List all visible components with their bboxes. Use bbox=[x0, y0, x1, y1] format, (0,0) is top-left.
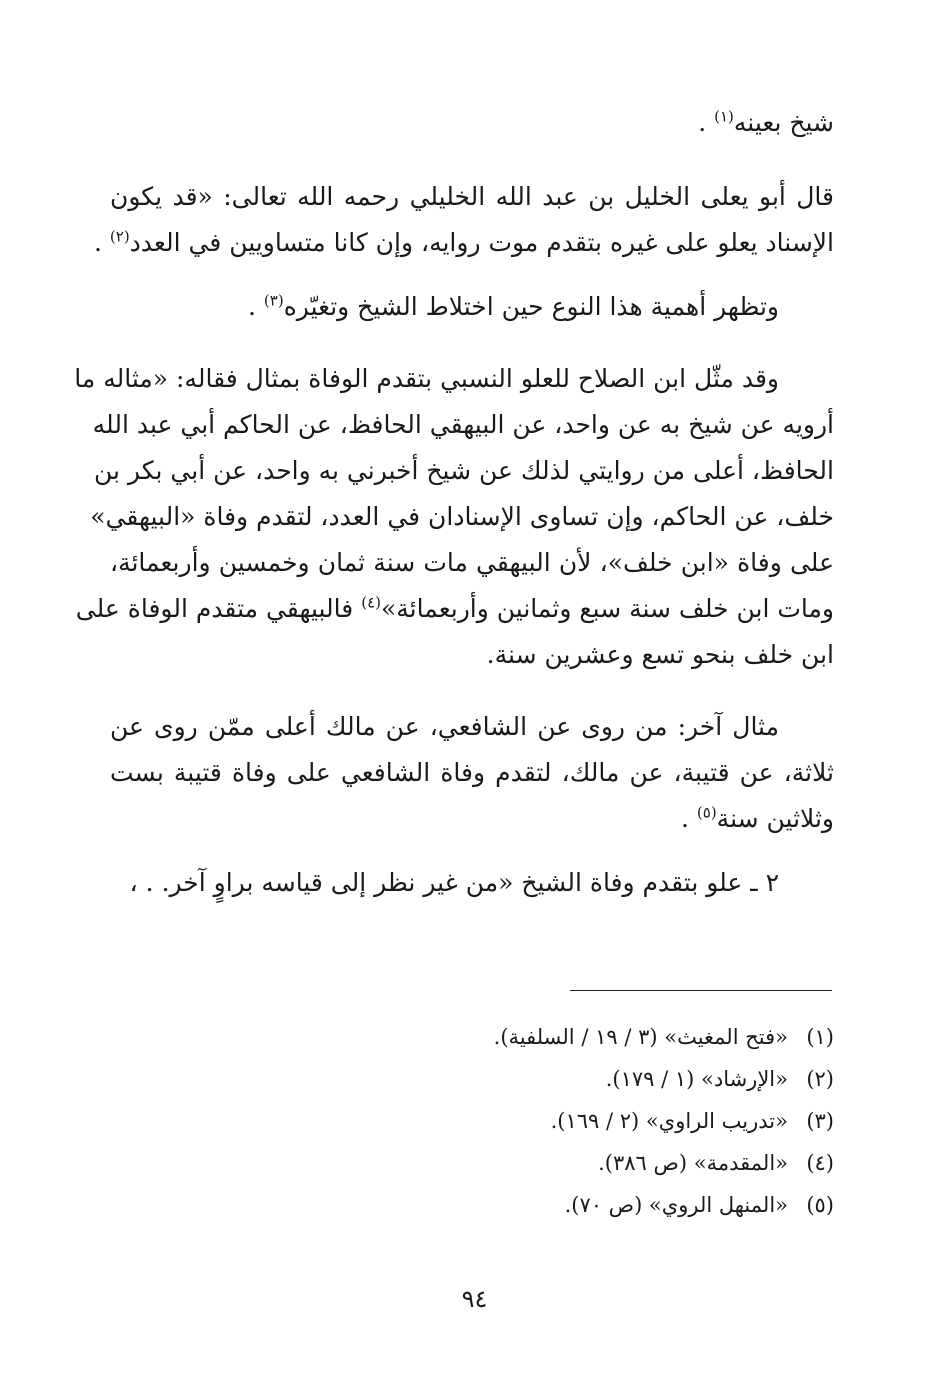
paragraph-5-tail: . bbox=[680, 804, 697, 833]
paragraph-4-text-4: خلف، عن الحاكم، وإن تساوى الإسنادان في العدد، لتقدم وفاة «البيهقي» bbox=[90, 502, 834, 531]
footnote-ref-3: (٣) bbox=[263, 291, 284, 310]
paragraph-4-text-2: أرويه عن شيخ به عن واحد، عن البيهقي الحافظ، عن الحاكم أبي عبد الله bbox=[92, 410, 834, 439]
paragraph-4-line-7 bbox=[110, 632, 834, 678]
footnote-number: (١) bbox=[806, 1025, 834, 1049]
footnote-text: «فتح المغيث» (٣ / ١٩ / السلفية). bbox=[493, 1025, 788, 1049]
paragraph-5-line-3 bbox=[110, 796, 834, 842]
footnote-text: «المنهل الروي» (ص ٧٠). bbox=[564, 1193, 788, 1217]
paragraph-2-tail: . bbox=[93, 228, 110, 257]
paragraph-1-text: شيخ بعينه bbox=[733, 108, 834, 137]
paragraph-1-tail: . bbox=[698, 108, 715, 137]
paragraph-4-text-7: ابن خلف بنحو تسع وعشرين سنة. bbox=[486, 640, 834, 669]
paragraph-4-line-1 bbox=[74, 356, 779, 402]
paragraph-6-text-1: ٢ ـ علو بتقدم وفاة الشيخ «من غير نظر إلى قياسه براوٍ آخر. . ، bbox=[129, 868, 779, 897]
paragraph-4-text-6: ومات ابن خلف سنة سبع وثمانين وأربعمائة» bbox=[380, 594, 834, 623]
footnote-3 bbox=[234, 1104, 834, 1138]
paragraph-3-line-1 bbox=[110, 284, 779, 330]
footnote-ref-2: (٢) bbox=[109, 227, 130, 246]
footnote-ref-5: (٥) bbox=[696, 803, 717, 822]
footnote-ref-1: (١) bbox=[714, 107, 734, 126]
paragraph-4-line-5 bbox=[110, 540, 834, 586]
paragraph-5-text-3: وثلاثين سنة bbox=[716, 804, 834, 833]
footnote-ref-4: (٤) bbox=[361, 593, 381, 612]
footnote-text: «الإرشاد» (١ / ١٧٩). bbox=[605, 1067, 788, 1091]
paragraph-2-text-2: الإسناد يعلو على غيره بتقدم موت روايه، وإن كانا متساويين في العدد bbox=[129, 228, 834, 257]
footnote-text: «تدريب الراوي» (٢ / ١٦٩). bbox=[550, 1109, 788, 1133]
paragraph-1-line-1 bbox=[110, 100, 834, 146]
footnote-5 bbox=[234, 1188, 834, 1222]
footnote-number: (٣) bbox=[806, 1109, 834, 1133]
paragraph-3-text: وتظهر أهمية هذا النوع حين اختلاط الشيخ وتغيّره bbox=[283, 292, 779, 321]
paragraph-4-line-4 bbox=[90, 494, 834, 540]
paragraph-3-tail: . bbox=[248, 292, 264, 321]
paragraph-4-text-5: على وفاة «ابن خلف»، لأن البيهقي مات سنة ثمان وخمسين وأربعمائة، bbox=[110, 548, 834, 577]
footnote-1 bbox=[234, 1020, 834, 1054]
paragraph-6-line-1 bbox=[110, 860, 779, 906]
paragraph-5-text-2: ثلاثة، عن قتيبة، عن مالك، لتقدم وفاة الشافعي على وفاة قتيبة بست bbox=[110, 758, 834, 787]
page-number: ٩٤ bbox=[461, 1285, 488, 1313]
paragraph-4-text-3: الحافظ، أعلى من روايتي لذلك عن شيخ أخبرني به واحد، عن أبي بكر بن bbox=[93, 456, 834, 485]
paragraph-5-line-1 bbox=[110, 704, 779, 750]
paragraph-4-line-2 bbox=[92, 402, 834, 448]
footnote-2 bbox=[234, 1062, 834, 1096]
footnote-number: (٥) bbox=[806, 1193, 834, 1217]
paragraph-2-line-1 bbox=[110, 174, 834, 220]
footnote-number: (٢) bbox=[806, 1067, 834, 1091]
footnote-separator bbox=[570, 990, 832, 991]
footnote-text: «المقدمة» (ص ٣٨٦). bbox=[598, 1151, 788, 1175]
paragraph-2-text-1: قال أبو يعلى الخليل بن عبد الله الخليلي رحمه الله تعالى: «قد يكون bbox=[110, 182, 834, 211]
footnote-4 bbox=[234, 1146, 834, 1180]
paragraph-4-ref-tail: فالبيهقي متقدم الوفاة على bbox=[75, 594, 362, 623]
paragraph-4-line-6 bbox=[75, 586, 834, 632]
paragraph-5-text-1: مثال آخر: من روى عن الشافعي، عن مالك أعلى ممّن روى عن bbox=[110, 712, 779, 741]
footnote-number: (٤) bbox=[806, 1151, 834, 1175]
paragraph-2-line-2 bbox=[93, 220, 834, 266]
paragraph-5-line-2 bbox=[110, 750, 834, 796]
paragraph-4-line-3 bbox=[93, 448, 834, 494]
paragraph-4-text-1: وقد مثّل ابن الصلاح للعلو النسبي بتقدم الوفاة بمثال فقاله: «مثاله ما bbox=[74, 364, 779, 393]
